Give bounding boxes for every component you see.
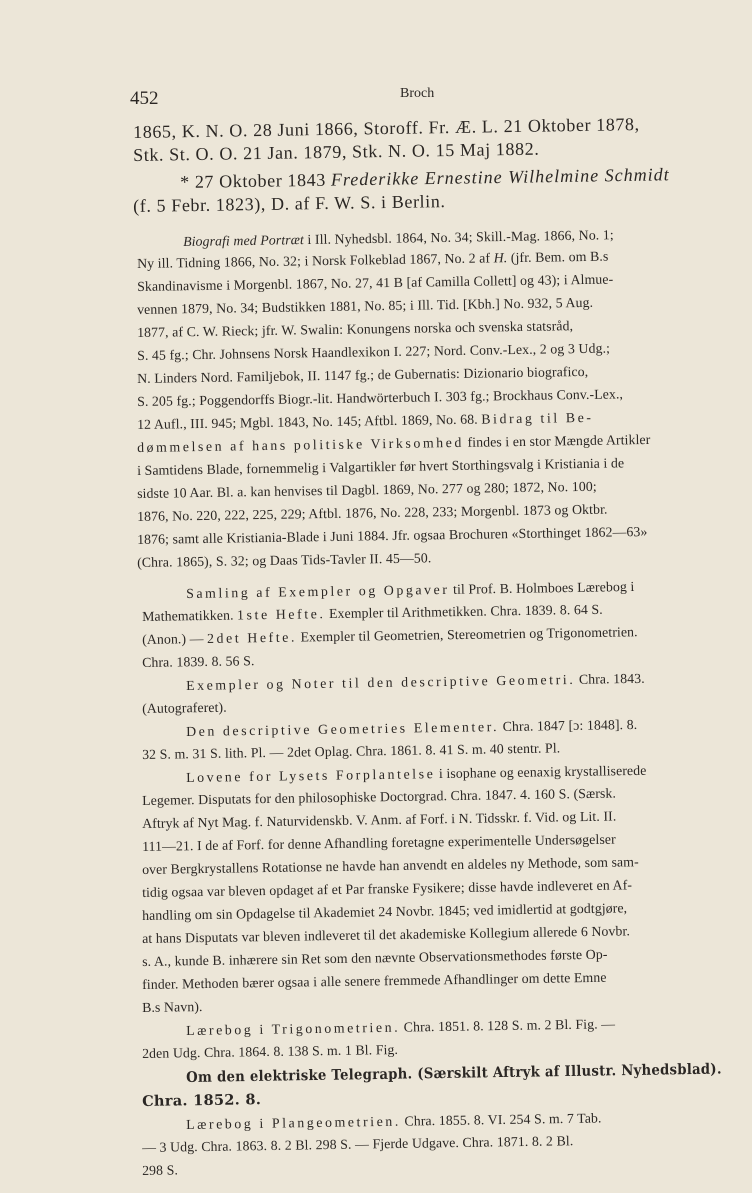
- work-line: tidig ogsaa var bleven opdaget af et Par franske Fysikere; disse havde indleveret en Af-: [142, 877, 633, 900]
- bio-line: Biografi med Portræt i Ill. Nyhedsbl. 1864, No. 34; Skill.-Mag. 1866, No. 1;: [183, 227, 614, 249]
- work-line: at hans Disputats var bleven indleveret til det akademiske Kollegium allerede 6 Novbr.: [142, 923, 631, 946]
- bio-line: Ny ill. Tidning 1866, No. 32; i Norsk Folkeblad 1867, No. 2 af H. (jfr. Bem. om B.s: [137, 248, 609, 271]
- bio-line: vennen 1879, No. 34; Budstikken 1881, No. 85; i Ill. Tid. [Kbh.] No. 932, 5 Aug.: [137, 294, 594, 317]
- work-line: Chra. 1839. 8. 56 S.: [142, 653, 255, 670]
- entry-line: (f. 5 Febr. 1823), D. af F. W. S. i Berlin.: [133, 191, 446, 216]
- running-head: Broch: [400, 86, 435, 101]
- work-line: 111—21. I de af Forf. for denne Afhandling foretagne experimentelle Undersøgelser: [142, 831, 616, 854]
- work-line: Samling af Exempler og Opgaver til Prof. B. Holmboes Lærebog i: [186, 578, 635, 601]
- work-line: Lærebog i Plangeometrien. Chra. 1855. 8. VI. 254 S. m. 7 Tab.: [186, 1110, 602, 1132]
- work-line: 298 S.: [142, 1162, 179, 1178]
- work-line: 2den Udg. Chra. 1864. 8. 138 S. m. 1 Bl. Fig.: [142, 1041, 399, 1061]
- work-line: Legemer. Disputats for den philosophiske Doctorgrad. Chra. 1847. 4. 160 S. (Særsk.: [142, 785, 617, 808]
- work-line: 32 S. m. 31 S. lith. Pl. — 2det Oplag. Chra. 1861. 8. 41 S. m. 40 stentr. Pl.: [142, 740, 561, 762]
- bio-line: sidste 10 Aar. Bl. a. kan henvises til Dagbl. 1869, No. 277 og 280; 1872, No. 100;: [137, 478, 597, 501]
- entry-line: Stk. St. O. O. 21 Jan. 1879, Stk. N. O. 15 Maj 1882.: [133, 138, 540, 165]
- bio-line: 1876, No. 220, 222, 225, 229; Aftbl. 1876, No. 228, 233; Morgenbl. 1873 og Oktbr.: [137, 501, 608, 524]
- work-line: Mathematikken. 1ste Hefte. Exempler til Arithmetikken. Chra. 1839. 8. 64 S.: [142, 601, 603, 624]
- bio-line: 12 Aufl., III. 945; Mgbl. 1843, No. 145; Aftbl. 1869, No. 68. Bidrag til Be-: [137, 409, 594, 432]
- work-line: Exempler og Noter til den descriptive Geometri. Chra. 1843.: [186, 670, 645, 693]
- work-line: Om den elektriske Telegraph. (Særskilt Aftryk af Illustr. Nyhedsblad).: [186, 1060, 722, 1086]
- work-line: Lærebog i Trigonometrien. Chra. 1851. 8. 128 S. m. 2 Bl. Fig. —: [186, 1016, 616, 1038]
- work-line: (Anon.) — 2det Hefte. Exempler til Geometrien, Stereometrien og Trigonometrien.: [142, 624, 638, 647]
- work-line: Den descriptive Geometries Elementer. Chra. 1847 [ɔ: 1848]. 8.: [186, 716, 638, 739]
- spouse-name: Frederikke Ernestine Wilhelmine Schmidt: [330, 164, 670, 190]
- work-line: over Bergkrystallens Rotationse ne havde han anvendt en aldeles ny Methode, som sam-: [142, 854, 639, 877]
- work-line: — 3 Udg. Chra. 1863. 8. 2 Bl. 298 S. — Fjerde Udgave. Chra. 1871. 8. 2 Bl.: [142, 1133, 574, 1155]
- work-line: Chra. 1852. 8.: [142, 1091, 262, 1110]
- bio-line: dømmelsen af hans politiske Virksomhed findes i en stor Mængde Artikler: [137, 431, 651, 455]
- bio-line: N. Linders Nord. Familjebok, II. 1147 fg.; de Gubernatis: Dizionario biografico,: [137, 363, 589, 386]
- work-line: Lovene for Lysets Forplantelse i isophane og eenaxig krystalliserede: [186, 762, 647, 785]
- page-number: 452: [130, 88, 159, 109]
- entry-line: 1865, K. N. O. 28 Juni 1866, Storoff. Fr. Æ. L. 21 Oktober 1878,: [133, 114, 640, 142]
- bio-line: 1876; samt alle Kristiania-Blade i Juni 1884. Jfr. ogsaa Brochuren «Storthinget 1862—63»: [137, 523, 648, 547]
- bio-line: Skandinavisme i Morgenbl. 1867, No. 27, 41 B [af Camilla Collett] og 43); i Almue-: [137, 271, 614, 294]
- work-line: s. A., kunde B. inhærere sin Ret som den nævnte Observationsmethodes første Op-: [142, 946, 608, 969]
- work-line: B.s Navn).: [142, 999, 203, 1015]
- bio-line: 1877, af C. W. Rieck; jfr. W. Swalin: Konungens norska och svenska statsråd,: [137, 318, 574, 340]
- bio-line: S. 205 fg.; Poggendorffs Biogr.-lit. Handwörterbuch I. 303 fg.; Brockhaus Conv.-Lex.,: [137, 386, 624, 409]
- work-line: Aftryk af Nyt Mag. f. Naturvidenskb. V. Anm. af Forf. i N. Tidsskr. f. Vid. og Lit. II.: [142, 808, 617, 831]
- bio-line: S. 45 fg.; Chr. Johnsens Norsk Haandlexikon I. 227; Nord. Conv.-Lex., 2 og 3 Udg.;: [137, 340, 611, 363]
- work-line: finder. Methoden bærer ogsaa i alle senere fremmede Afhandlinger om dette Emne: [142, 969, 607, 992]
- work-line: (Autograferet).: [142, 699, 227, 716]
- entry-line: * 27 Oktober 1843 Frederikke Ernestine Wilhelmine Schmidt: [180, 164, 670, 192]
- bio-line: i Samtidens Blade, fornemmelig i Valgartikler før hvert Storthingsvalg i Kristiania i de: [137, 455, 625, 478]
- bio-line: (Chra. 1865), S. 32; og Daas Tids-Tavler II. 45—50.: [137, 550, 432, 570]
- work-line: handling om sin Opdagelse til Akademiet 24 Novbr. 1845; ved imidlertid at godtgjøre,: [142, 900, 628, 923]
